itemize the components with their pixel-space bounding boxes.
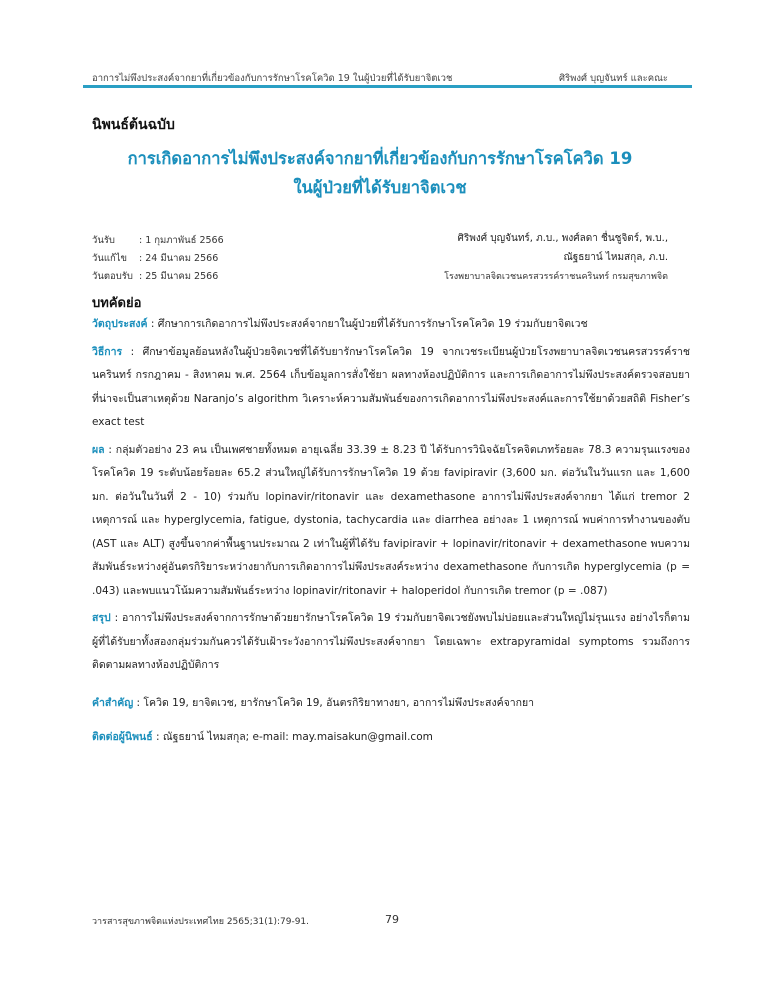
correspondence-label: ติดต่อผู้นิพนธ์ (92, 731, 153, 743)
date-label: วันแก้ไข (92, 253, 127, 264)
article-title-line-1: การเกิดอาการไม่พึงประสงค์จากยาที่เกี่ยวข้องกับการรักษาโรคโควิด 19 (127, 149, 633, 168)
date-revised (92, 251, 224, 269)
author-block (444, 231, 668, 288)
author-affiliation: โรงพยาบาลจิตเวชนครสวรรค์ราชนครินทร์ กรมสุขภาพจิต (444, 272, 668, 282)
results-label: ผล (92, 443, 105, 456)
abstract-methods (92, 341, 690, 435)
header-rule (83, 85, 692, 88)
methods-text: : ศึกษาข้อมูลย้อนหลังในผู้ป่วยจิตเวชที่ได้รับยารักษาโรคโควิด 19 จากเวชระเบียนผู้ป่วยโรงพยาบาลจิตเวชนครสวรรค์ราชนครินทร์ กรกฎาคม - สิงหาคม พ.ศ. 2564 เก็บข้อมูลการสั่งใช้ยา ผลทางห้องปฏิบัติการ และการเกิดอาการไม่พึงประสงค์ตรวจสอบยาที่น่าจะเป็นสาเหตุด้วย Naranjo’s algorithm วิเคราะห์ความสัมพันธ์ของการเกิดอาการไม่พึงประสงค์และการใช้ยาด้วยสถิติ Fisher’s exact test (92, 345, 690, 428)
date-value: : 25 มีนาคม 2566 (139, 271, 219, 282)
author-line-2: ณัฐธยาน์ ไหมสกุล, ภ.บ. (563, 252, 668, 263)
keywords-text: : โควิด 19, ยาจิตเวช, ยารักษาโควิด 19, อันตรกิริยาทางยา, อาการไม่พึงประสงค์จากยา (133, 697, 535, 709)
date-value: : 1 กุมภาพันธ์ 2566 (139, 235, 224, 246)
abstract-body (92, 313, 690, 682)
conclusion-label: สรุป (92, 612, 111, 624)
methods-label: วิธีการ (92, 345, 123, 358)
correspondence-text: : ณัฐธยาน์ ไหมสกุล; e-mail: may.maisakun@gmail.com (152, 731, 433, 743)
author-line-1: ศิริพงศ์ บุญจันทร์, ภ.บ., พงศ์ลดา ชื่นชูจิตร์, พ.บ., (457, 233, 668, 244)
abstract-objective (92, 313, 690, 337)
date-label: วันรับ (92, 235, 115, 246)
abstract-heading: บทคัดย่อ (92, 296, 142, 311)
running-header-authors: ศิริพงศ์ บุญจันทร์ และคณะ (559, 73, 668, 84)
conclusion-text: : อาการไม่พึงประสงค์จากการรักษาด้วยยารักษาโรคโควิด 19 ร่วมกับยาจิตเวชยังพบไม่บ่อยและส่วนใหญ่ไม่รุนแรง อย่างไรก็ตามผู้ที่ได้รับยาทั้งสองกลุ่มร่วมกันควรได้รับเฝ้าระวังอาการไม่พึงประสงค์จากยา โดยเฉพาะ extrapyramidal symptoms รวมถึงการติดตามผลทางห้องปฏิบัติการ (92, 612, 690, 671)
objective-text: : ศึกษาการเกิดอาการไม่พึงประสงค์จากยาในผู้ป่วยที่ได้รับการรักษาโรคโควิด 19 ร่วมกับยาจิตเวช (147, 318, 588, 330)
submission-dates (92, 233, 224, 287)
date-accepted (92, 269, 224, 287)
results-text: : กลุ่มตัวอย่าง 23 คน เป็นเพศชายทั้งหมด อายุเฉลี่ย 33.39 ± 8.23 ปี ได้รับการวินิจฉัยโรคจิตเภทร้อยละ 78.3 ความรุนแรงของโรคโควิด 19 ระดับน้อยร้อยละ 65.2 ส่วนใหญ่ได้รับการรักษาโควิด 19 ด้วย favipiravir (3,600 มก. ต่อวันในวันแรก และ 1,600 มก. ต่อวันในวันที่ 2 - 10) ร่วมกับ lopinavir/ritonavir และ dexamethasone อาการไม่พึงประสงค์จากยา ได้แก่ tremor 2 เหตุการณ์ และ hyperglycemia, fatigue, dystonia, tachycardia และ diarrhea อย่างละ 1 เหตุการณ์ พบค่าการทำงานของตับ (AST และ ALT) สูงขึ้นจากค่าพื้นฐานประมาณ 2 เท่าในผู้ที่ได้รับ favipiravir + lopinavir/ritonavir + dexamethasone พบความสัมพันธ์ระหว่างคู่อันตรกิริยาระหว่างยากับการเกิดอาการไม่พึงประสงค์ระหว่าง dexamethasone กับการเกิด hyperglycemia (p = .043) และพบแนวโน้มความสัมพันธ์ระหว่าง lopinavir/ritonavir + haloperidol กับการเกิด tremor (p = .087) (92, 443, 690, 597)
page-number: 79 (385, 913, 399, 926)
article-title-line-2: ในผู้ป่วยที่ได้รับยาจิตเวช (293, 178, 467, 197)
article-type: นิพนธ์ต้นฉบับ (92, 117, 175, 133)
keywords (92, 693, 690, 713)
objective-label: วัตถุประสงค์ (92, 318, 148, 330)
correspondence (92, 727, 690, 747)
running-header-title: อาการไม่พึงประสงค์จากยาที่เกี่ยวข้องกับการรักษาโรคโควิด 19 ในผู้ป่วยที่ได้รับยาจิตเวช (92, 73, 453, 84)
date-received (92, 233, 224, 251)
date-label: วันตอบรับ (92, 271, 133, 282)
date-value: : 24 มีนาคม 2566 (139, 253, 219, 264)
footer-citation: วารสารสุขภาพจิตแห่งประเทศไทย 2565;31(1):79-91. (92, 917, 310, 927)
abstract-results (92, 439, 690, 604)
abstract-conclusion (92, 607, 690, 678)
keywords-label: คำสำคัญ (92, 697, 134, 709)
